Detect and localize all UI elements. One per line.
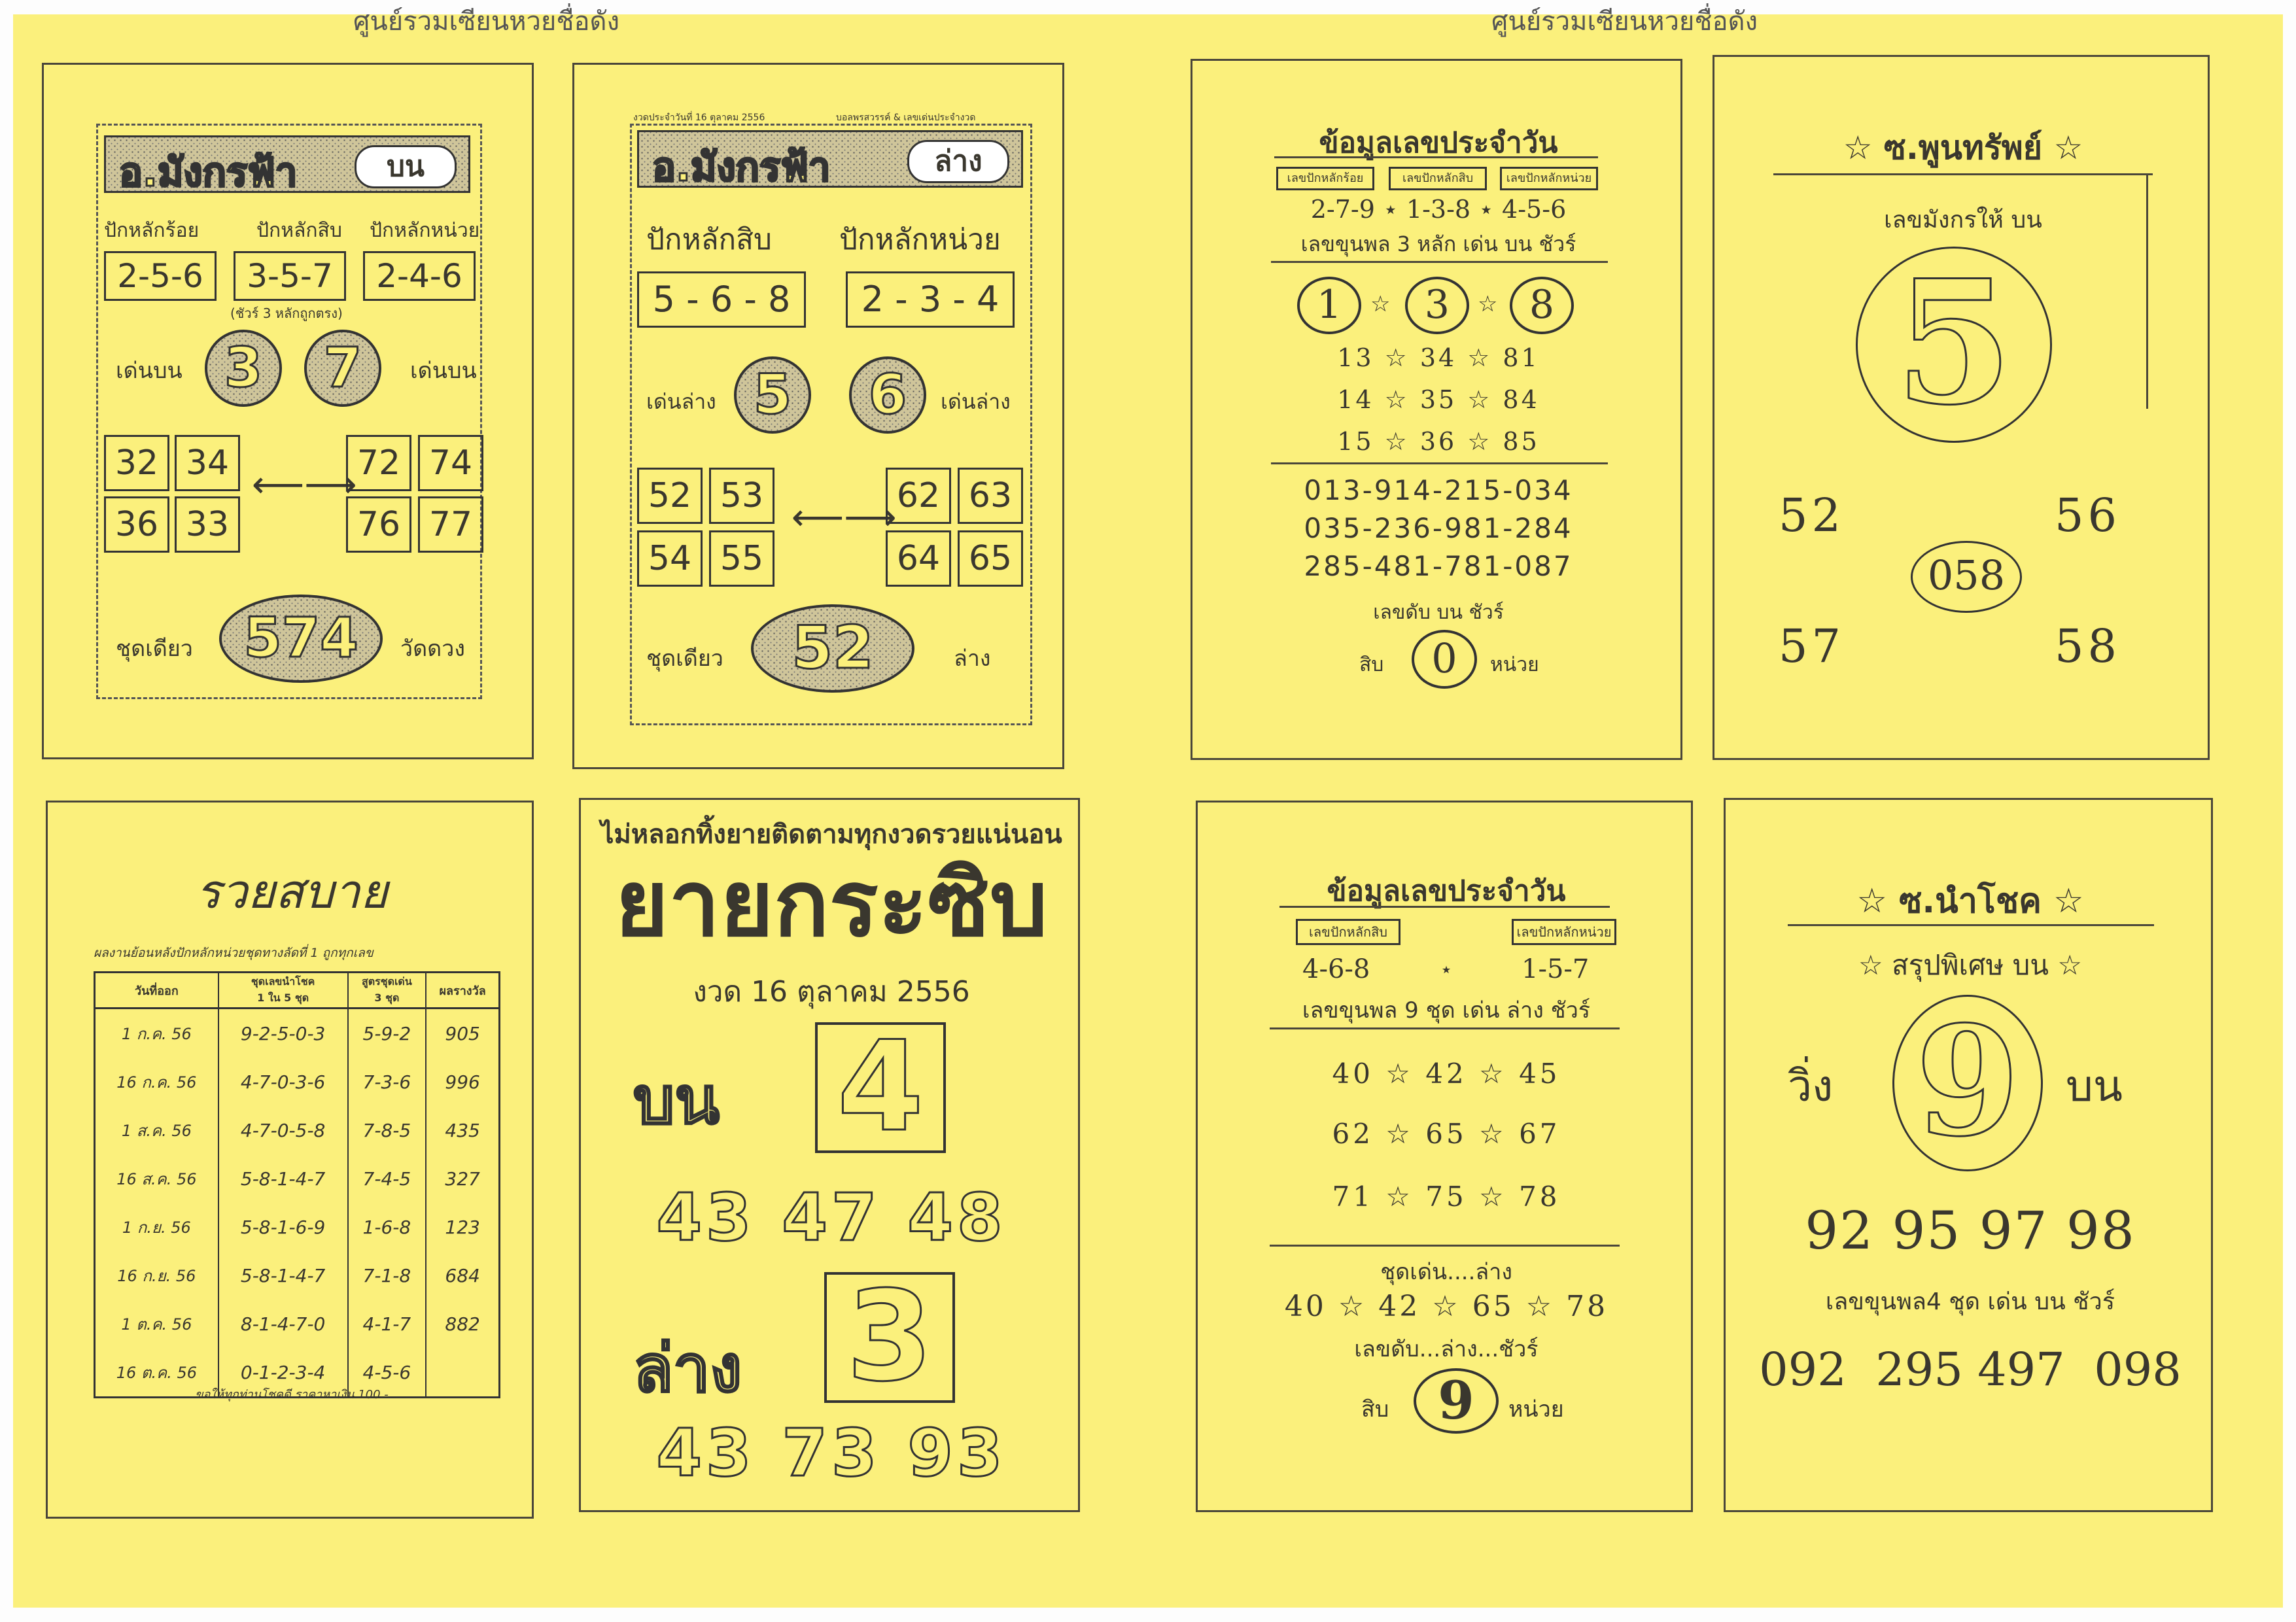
row-set: 5-8-1-4-7 [218,1154,348,1203]
close-right: หน่วย [1490,653,1539,676]
divider [1271,261,1608,263]
title-banner [104,135,470,196]
row-date: 1 ก.ค. 56 [95,1009,218,1058]
info-tab: เลขปักหลักสิบ [1389,167,1487,190]
info-set: 1-5-7 [1522,954,1590,984]
namchok-label: เลขขุนพล4 ชุด เด่น บน ชัวร์ [1825,1288,2115,1315]
panel-subtitle: เลขมังกรให้ บน [1884,207,2042,233]
lead-label: ชุดเด่น....ล่าง [1380,1259,1512,1285]
th-formula: สูตรชุดเด่น 3 ชุด [348,973,426,1009]
row-date: 1 ก.ย. 56 [95,1203,218,1251]
row-formula: 5-9-2 [348,1009,426,1058]
run-label: วิ่ง [1788,1061,1834,1111]
table-row [95,1058,500,1106]
pair-row: 92 95 97 98 [1805,1200,2136,1261]
set-box: 5 - 6 - 8 [637,271,806,328]
title-tag: ล่าง [907,140,1009,183]
bottom-label: ล่าง [633,1330,742,1407]
th-set: ชุดเลขนำโชค 1 ใน 5 ชุด [218,973,348,1009]
double-arrow-icon: ⟵⟶ [791,496,897,539]
panel-title: รวยสบาย [196,864,388,919]
lead-label: เด่นบน [410,358,477,384]
single-label: ชุดเดียว [116,636,193,662]
pair-box: 55 [709,530,774,587]
pair-box: 34 [175,435,240,491]
info-tab: เลขปักหลักหน่วย [1512,919,1616,945]
table-row [95,1154,500,1203]
pair-box: 54 [637,530,703,587]
pair-number: 58 [2055,619,2121,673]
row-date: 16 ส.ค. 56 [95,1154,218,1203]
row-formula: 4-5-6 [348,1348,426,1398]
row-result: 684 [426,1251,499,1300]
info-row: 40 ☆ 42 ☆ 45 [1332,1058,1561,1090]
divider [1270,1027,1620,1029]
row-set: 5-8-1-4-7 [218,1251,348,1300]
bottom-pairs: 43 73 93 [656,1415,1007,1491]
pair-box: 64 [886,530,951,587]
pair-box: 52 [637,468,703,524]
single-right-label: ล่าง [954,646,991,672]
results-table [94,971,500,1398]
row-set: 8-1-4-7-0 [218,1300,348,1348]
pair-number: 56 [2055,489,2121,542]
triple-row: 035-236-981-284 [1304,512,1573,544]
pair-box: 77 [418,496,483,553]
row-formula: 4-1-7 [348,1300,426,1348]
row-formula: 7-1-8 [348,1251,426,1300]
col-label: ปักหลักหน่วย [839,223,1001,256]
run-right-label: บน [2066,1061,2123,1111]
lead-circle: 7 [304,330,381,407]
panel-subtitle: ☆ สรุปพิเศษ บน ☆ [1858,949,2082,981]
panel-ruaysabai [46,801,534,1519]
col-label: ปักหลักสิบ [646,223,772,256]
row-set: 4-7-0-3-6 [218,1058,348,1106]
lead-circle: 6 [849,356,926,434]
panel-title: ยายกระซิบ [615,851,1048,958]
triple-row: 092 295 497 098 [1759,1343,2182,1396]
row-set: 0-1-2-3-4 [218,1348,348,1398]
yellow-sheet [13,7,2283,1608]
double-arrow-icon: ⟵⟶ [252,464,357,506]
info-tab: เลขปักหลักหน่วย [1500,167,1598,190]
info-row: 14 ☆ 35 ☆ 84 [1337,385,1540,414]
panel-yaikrasip [579,798,1080,1512]
single-right-label: วัดดวง [400,636,465,662]
close-label: เลขดับ บน ชัวร์ [1373,601,1504,624]
panel-mangkornfa-bottom [572,63,1064,769]
lead-label: เด่นล่าง [646,389,716,414]
star-icon: ☆ [1370,291,1391,317]
th-result: ผลรางวัล [426,973,499,1009]
row-date: 16 ต.ค. 56 [95,1348,218,1398]
set-box: 2-4-6 [363,251,476,301]
close-label: เลขดับ...ล่าง...ชัวร์ [1354,1336,1539,1362]
lead-row: 40 ☆ 42 ☆ 65 ☆ 78 [1284,1290,1609,1323]
panel-poonsap [1713,55,2210,760]
note-text: (ชัวร์ 3 หลักถูกตรง) [230,305,343,321]
panel-namchok [1724,798,2213,1512]
header-left: ศูนย์รวมเซียนหวยชื่อดัง [353,7,620,37]
close-right: หน่วย [1508,1396,1564,1423]
star-icon: ⋆ [1440,957,1453,982]
row-date: 1 ต.ค. 56 [95,1300,218,1348]
top-source: บอลพรสวรรค์ & เลขเด่นประจำงวด [836,112,976,123]
pair-box: 76 [346,496,411,553]
table-header [95,973,500,1009]
row-result: 905 [426,1009,499,1058]
info-circle: 3 [1405,277,1469,334]
panel-title: ข้อมูลเลขประจำวัน [1319,126,1558,160]
panel-title: ข้อมูลเลขประจำวัน [1327,874,1566,908]
pair-box: 32 [104,435,169,491]
row-formula: 1-6-8 [348,1203,426,1251]
row-formula: 7-3-6 [348,1058,426,1106]
info-circle: 1 [1297,277,1361,334]
panel-title: อ.มังกรฟ้า [119,150,298,196]
divider [1279,906,1610,908]
lead-circle: 5 [734,356,811,434]
info-tab: เลขปักหลักร้อย [1276,167,1374,190]
set-box: 2-5-6 [104,251,217,301]
col-label: ปักหลักสิบ [256,219,342,242]
panel-mangkornfa-top [42,63,534,759]
single-label: ชุดเดียว [646,646,723,672]
row-result: 435 [426,1106,499,1154]
close-left: สิบ [1359,653,1384,676]
col-label: ปักหลักร้อย [104,219,200,242]
divider [1788,924,2154,926]
row-set: 5-8-1-6-9 [218,1203,348,1251]
triple-row: 013-914-215-034 [1304,474,1573,506]
table-row [95,1300,500,1348]
info-subtitle: เลขขุนพล 3 หลัก เด่น บน ชัวร์ [1300,232,1576,256]
panel-daily-info-bottom [1196,801,1693,1512]
big-digit-circle: 9 [1892,995,2043,1171]
header-right: ศูนย์รวมเซียนหวยชื่อดัง [1491,7,1758,37]
row-formula: 7-4-5 [348,1154,426,1203]
single-oval: 52 [751,604,914,693]
triple-row: 285-481-781-087 [1304,550,1573,582]
pair-box: 53 [709,468,774,524]
panel-footer: ขอให้ทุกท่านโชคดี ราคาหาเงิน 100.- [195,1388,389,1402]
info-subtitle: เลขขุนพล 9 ชุด เด่น ล่าง ชัวร์ [1302,997,1591,1024]
table-row [95,1009,500,1058]
panel-title: ☆ ซ.นำโชค ☆ [1856,882,2084,921]
lead-label: เด่นบน [116,358,183,384]
panel-subtitle: ผลงานย้อนหลังปักหลักหน่วยชุดทางลัดที่ 1 ถูกทุกเลข [94,946,374,960]
lead-label: เด่นล่าง [941,389,1011,414]
info-row: 62 ☆ 65 ☆ 67 [1332,1118,1561,1150]
big-digit-circle: 5 [1856,247,2052,443]
pair-number: 57 [1779,619,1845,673]
pair-box: 62 [886,468,951,524]
title-banner [637,130,1023,188]
row-result: 882 [426,1300,499,1348]
divider [1271,462,1608,464]
th-date: วันที่ออก [95,973,218,1009]
info-set: 4-6-8 [1302,954,1370,984]
star-icon: ☆ [1478,291,1498,317]
pair-box: 65 [958,530,1023,587]
panel-title: ☆ ซ.พูนทรัพย์ ☆ [1843,129,2083,167]
row-result: 327 [426,1154,499,1203]
single-oval: 574 [219,595,383,683]
set-box: 3-5-7 [234,251,346,301]
top-digit-box: 4 [815,1022,946,1153]
row-set: 9-2-5-0-3 [218,1009,348,1058]
pair-box: 63 [958,468,1023,524]
pair-number: 52 [1779,489,1845,542]
divider [1274,156,1598,158]
row-set: 4-7-0-5-8 [218,1106,348,1154]
top-label: บน [633,1062,720,1139]
pair-box: 72 [346,435,411,491]
table-row [95,1106,500,1154]
info-row: 15 ☆ 36 ☆ 85 [1337,427,1540,456]
close-circle: 9 [1414,1368,1499,1434]
table-row [95,1251,500,1300]
pair-box: 33 [175,496,240,553]
info-circle: 8 [1510,277,1574,334]
top-pairs: 43 47 48 [656,1179,1007,1256]
info-row: 13 ☆ 34 ☆ 81 [1337,343,1540,372]
close-left: สิบ [1361,1396,1389,1423]
divider [1270,1245,1620,1247]
row-result: 996 [426,1058,499,1106]
pair-box: 36 [104,496,169,553]
draw-date: งวด 16 ตุลาคม 2556 [693,975,970,1009]
info-tab: เลขปักหลักสิบ [1296,919,1400,945]
divider [1773,173,2153,175]
row-date: 16 ก.ย. 56 [95,1251,218,1300]
info-sets: 2-7-9 ⋆ 1-3-8 ⋆ 4-5-6 [1310,195,1567,224]
lead-circle: 3 [205,330,282,407]
bottom-digit-box: 3 [824,1272,955,1403]
center-oval: 058 [1911,541,2022,613]
row-formula: 7-8-5 [348,1106,426,1154]
panel-daily-info-top [1191,59,1682,760]
title-tag: บน [355,145,457,188]
row-date: 1 ส.ค. 56 [95,1106,218,1154]
pair-box: 74 [418,435,483,491]
info-row: 71 ☆ 75 ☆ 78 [1332,1181,1561,1213]
col-label: ปักหลักหน่วย [370,219,480,242]
table-row [95,1203,500,1251]
row-result: 123 [426,1203,499,1251]
close-circle: 0 [1412,630,1477,689]
panel-title: อ.มังกรฟ้า [652,145,831,190]
set-box: 2 - 3 - 4 [846,271,1015,328]
row-date: 16 ก.ค. 56 [95,1058,218,1106]
top-date: งวดประจำวันที่ 16 ตุลาคม 2556 [633,112,765,123]
headline: ไม่หลอกทิ้งยายติดตามทุกงวดรวยแน่นอน [600,820,1062,850]
